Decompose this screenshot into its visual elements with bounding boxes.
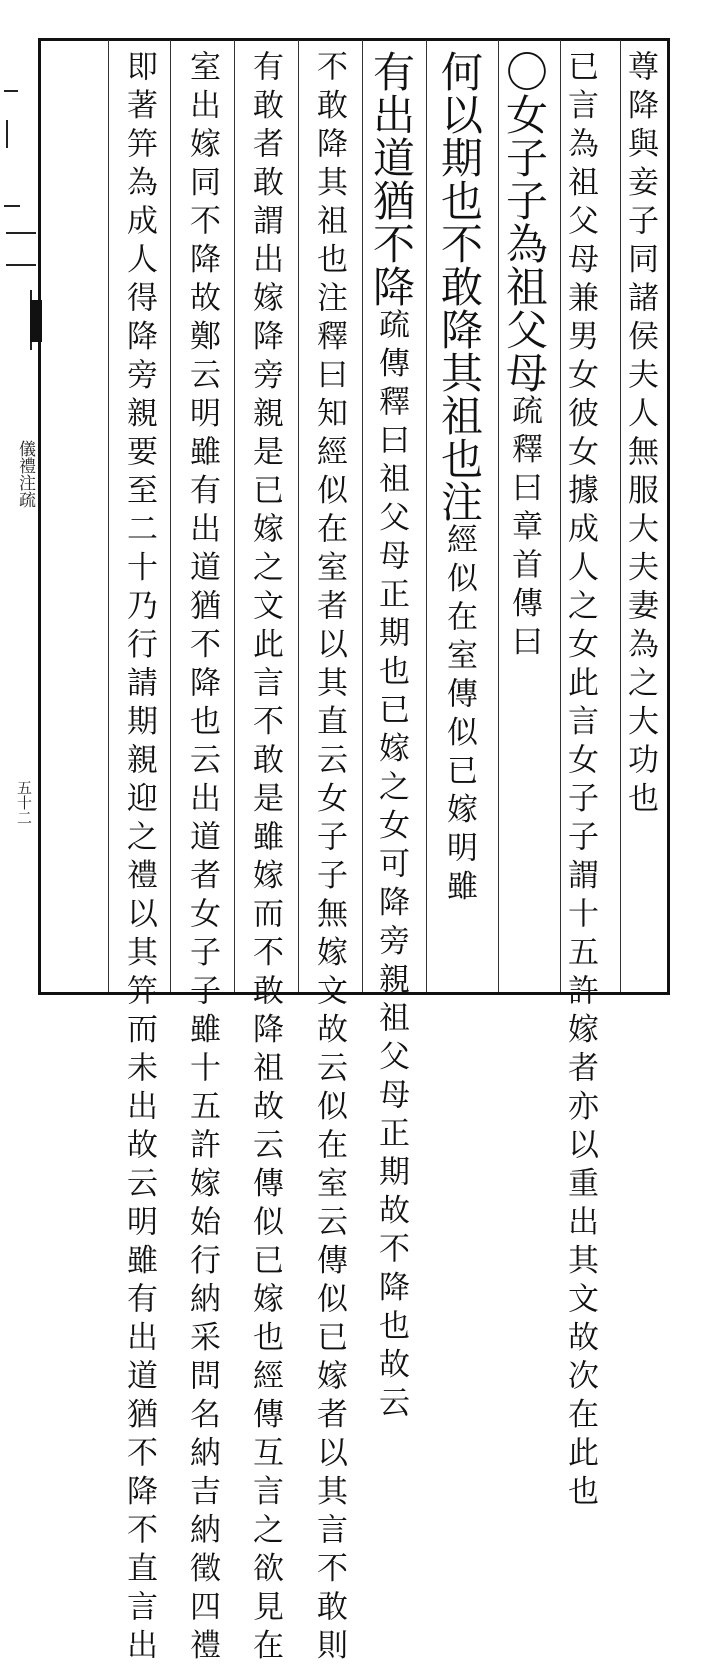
main-text: 有出道猶不降 xyxy=(367,50,416,308)
column-rule xyxy=(298,40,299,992)
main-text: 何以期也不敢降其祖也注 xyxy=(435,50,484,523)
text-column-6: 不敢降其祖也注釋曰知經似在室者以其直云女子子無嫁文故云似在室云傳似已嫁者以其言不敢則 xyxy=(311,50,347,1667)
commentary-text: 經似在室傳似已嫁明雖 xyxy=(441,523,477,908)
column-rule xyxy=(362,40,363,992)
margin-mark xyxy=(6,232,36,234)
column-rule xyxy=(108,40,109,992)
text-column-4 xyxy=(435,50,484,990)
text-column-7: 有敢者敢謂出嫁降旁親是已嫁之文此言不敢是雖嫁而不敢降祖故云傳似已嫁也經傳互言之欲見在 xyxy=(247,50,283,1667)
folio-number: 五十二 xyxy=(15,780,33,825)
margin-mark xyxy=(6,264,36,266)
column-rule xyxy=(498,40,499,992)
text-column-2: 已言為祖父母兼男女彼女據成人之女此言女子子謂十五許嫁者亦以重出其文故次在此也 xyxy=(562,50,598,1513)
commentary-text: 疏傳釋曰祖父母正期也已嫁之女可降旁親祖父母正期故不降也故云 xyxy=(373,308,409,1425)
margin-mark xyxy=(4,90,18,92)
column-rule xyxy=(620,40,621,992)
main-text: 〇女子子為祖父母 xyxy=(500,50,549,394)
margin-mark xyxy=(4,205,20,207)
page-margin xyxy=(0,0,40,1024)
text-column-1: 尊降與妾子同諸侯夫人無服大夫妻為之大功也 xyxy=(622,50,658,820)
column-rule xyxy=(234,40,235,992)
column-rule xyxy=(560,40,561,992)
text-column-3 xyxy=(500,50,549,990)
text-column-5 xyxy=(367,50,416,1425)
commentary-text: 疏釋曰章首傳曰 xyxy=(506,394,542,664)
column-rule xyxy=(426,40,427,992)
book-title: 儀禮注疏 xyxy=(15,440,35,508)
margin-mark xyxy=(6,120,8,148)
text-column-8: 室出嫁同不降故鄭云明雖有出道猶不降也云出道者女子子雖十五許嫁始行納采問名納吉納徵四禮 xyxy=(184,50,220,1667)
column-rule xyxy=(170,40,171,992)
text-column-9: 即著笄為成人得降旁親要至二十乃行請期親迎之禮以其笄而未出故云明雖有出道猶不降不直言出 xyxy=(121,50,157,1667)
